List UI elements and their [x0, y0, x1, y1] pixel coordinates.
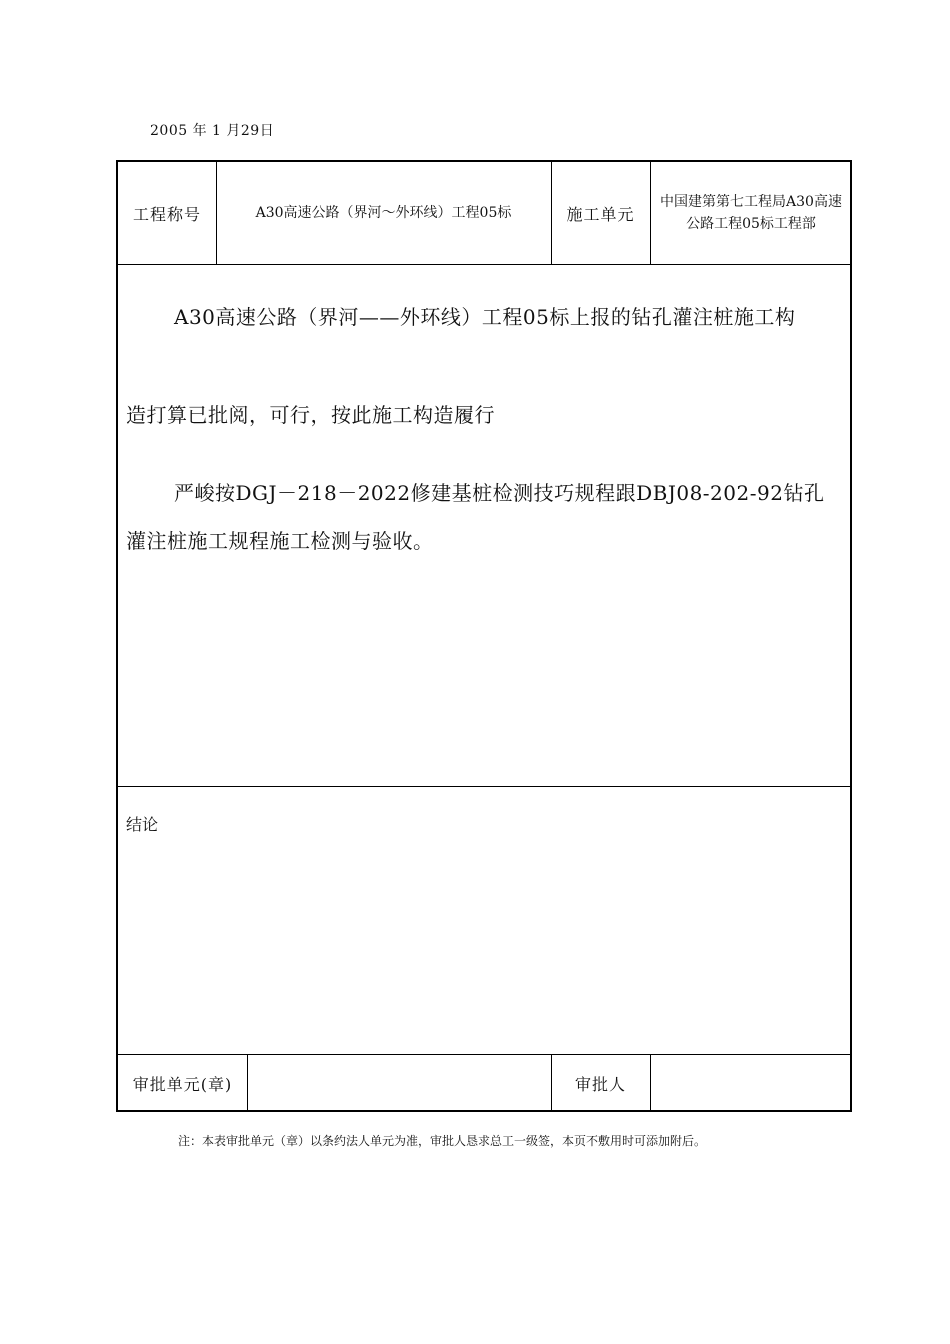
footnote: 注：本表审批单元（章）以条约法人单元为准，审批人恳求总工一级签，本页不敷用时可添加附后。: [178, 1134, 707, 1148]
project-name-value: A30高速公路（界河～外环线）工程05标: [255, 205, 512, 221]
approver-label: 审批人: [574, 1074, 626, 1094]
date-line: 2005 年 1 月29日: [150, 123, 275, 139]
project-name-label: 工程称号: [132, 204, 201, 224]
conclusion-label: 结论: [126, 815, 159, 834]
body-line-2: 造打算已批阅，可行，按此施工构造履行: [126, 403, 495, 427]
body-line-1: A30高速公路（界河——外环线）工程05标上报的钻孔灌注桩施工构: [174, 305, 796, 329]
body-line-3: 严峻按DGJ－218－2022修建基桩检测技巧规程跟DBJ08-202-92钻孔: [174, 481, 825, 505]
approval-unit-field[interactable]: [247, 1054, 551, 1112]
construction-unit-value: 中国建第第七工程局A30高速公路工程05标工程部: [660, 194, 842, 232]
header-divider: [118, 264, 850, 265]
approver-field[interactable]: [650, 1054, 852, 1112]
approval-form: [116, 160, 852, 1112]
body-line-4: 灌注桩施工规程施工检测与验收。: [126, 529, 434, 553]
construction-unit-label: 施工单元: [566, 204, 635, 224]
body-divider: [118, 786, 850, 787]
approval-unit-label: 审批单元(章): [132, 1074, 233, 1094]
